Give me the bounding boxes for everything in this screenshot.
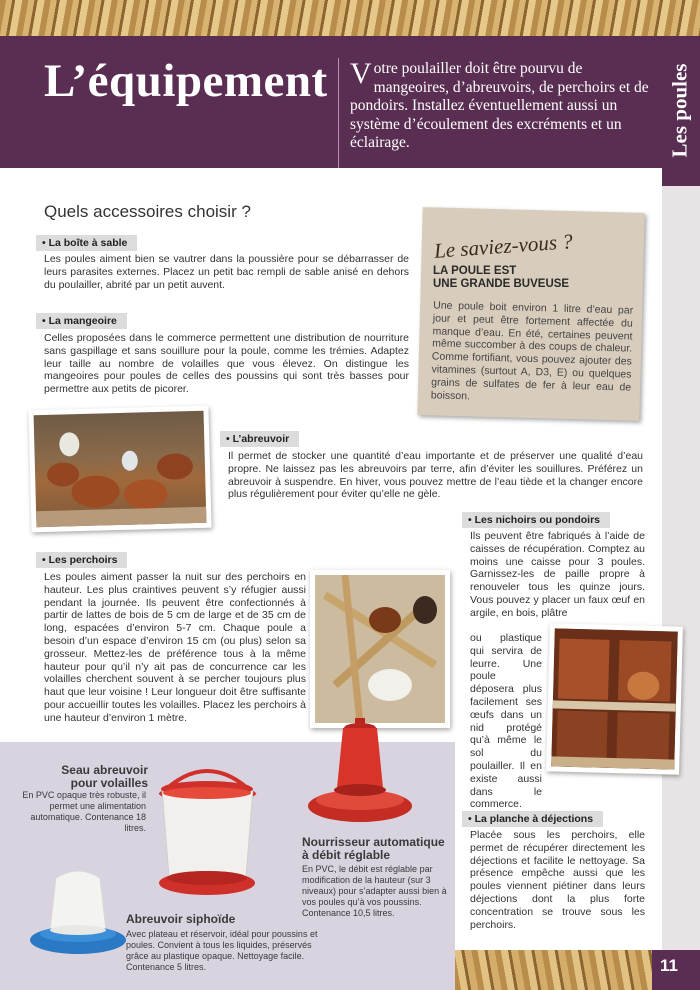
text-mangeoire: Celles proposées dans le commerce permettent une distribution de nourriture sans gaspillage et sans souillure pour la poule, comme les trémies. Adaptez leur taille au nombre de volailles que vous élevez. On distingue les mangeoires pour poules de celles des poussins qui sont très basses pour permettre aux petits de picorer.: [44, 332, 409, 396]
page-number: 11: [660, 956, 678, 975]
product-nourrisseur-text: En PVC, le débit est réglable par modification de la hauteur (sur 3 niveaux) pour s’adapter aussi bien à vos poules qu’à vos poussins. Contenance 10,5 litres.: [302, 864, 447, 918]
side-tab-label: Les poules: [667, 63, 692, 158]
product-seau-text: En PVC opaque très robuste, il permet une alimentation automatique. Contenance 18 litres.: [22, 790, 146, 833]
text-abreuvoir: Il permet de stocker une quantité d’eau importante et de préserver une qualité d’eau propre. Ne laissez pas les abreuvoirs par terre, afin d’éviter les souillures. Préférez un abreuvoir à suspendre. En hiver, vous pouvez mettre de l’eau tiède et la changer encore plus régulièrement pour éviter qu’elle ne gèle.: [228, 450, 643, 501]
text-boite-a-sable: Les poules aiment bien se vautrer dans la poussière pour se débarrasser de leurs parasites externes. Placez un petit bac rempli de sable anisé en dehors du poulailler, abrité par un petit auvent.: [44, 253, 409, 291]
label-perchoirs: • Les perchoirs: [36, 552, 127, 568]
product-siphoide-title: Abreuvoir siphoïde: [126, 912, 236, 926]
intro-body: otre poulailler doit être pourvu de mangeoires, d’abreuvoirs, de perchoirs et de pondoirs. Installez éventuellement aussi un système d’écoulement des excréments et un éclairage.: [350, 60, 649, 151]
label-mangeoire: • La mangeoire: [36, 313, 127, 329]
section-heading: Quels accessoires choisir ?: [44, 202, 251, 221]
drop-cap: V: [350, 57, 372, 90]
label-nichoirs: • Les nichoirs ou pondoirs: [462, 512, 610, 528]
product-nourrisseur-title-2: à débit réglable: [302, 848, 391, 862]
subtitle-line-1: LA POULE EST: [433, 265, 517, 277]
sidebar-strip: [662, 186, 700, 950]
label-planche: • La planche à déjections: [462, 811, 603, 827]
photo-perches: [310, 570, 450, 728]
text-nichoirs-narrow: ou plastique qui servira de leurre. Une poule déposera plus facilement ses œufs dans un nid protégé qu’à même le sol du poulailler. Il en existe aussi dans le commerce.: [470, 632, 542, 811]
label-abreuvoir: • L’abreuvoir: [220, 431, 299, 447]
did-you-know-subtitle: [433, 265, 569, 291]
header-divider: [338, 58, 339, 168]
product-siphoide-text: Avec plateau et réservoir, idéal pour poussins et poules. Convient à tous les liquides, préservés grâce au plastique opaque. Nettoyage facile. Contenance 5 litres.: [126, 929, 318, 972]
text-nichoirs-top: Ils peuvent être fabriqués à l’aide de caisses de récupération. Comptez au moins une caisse pour 3 poules. Garnissez-les de paille propre à renouveler tous les quinze jours. Vous pouvez y placer un faux œuf en argile, en bois, plâtre: [470, 530, 645, 619]
photo-nest-boxes: [546, 623, 683, 774]
photo-nest-boxes-image: [551, 628, 678, 769]
photo-perches-image: [315, 575, 445, 723]
text-perchoirs: Les poules aiment passer la nuit sur des perchoirs en hauteur. Les plus craintives peuvent s’y réfugier aussi pendant la journée. Ils peuvent être confectionnés à partir de lattes de bois de 5 cm de large et de 35 cm de long, espacées d’environ 5-7 cm. Chaque poule a besoin d’un espace d’environ 15 cm (ou plus) selon sa grosseur. Mettez-les de préférence tous à la même hauteur pour qu’il n’y ait pas de concurrence car les volailles cherchent souvent à se percher toujours plus haut que leur voisine ! Leur longueur doit être suffisante pour accueillir toutes les volailles. Placez les perchoirs à une hauteur d’environ 1 mètre.: [44, 571, 306, 724]
intro-text: [350, 57, 650, 153]
product-seau-title: [20, 764, 148, 790]
page-title: L’équipement: [44, 55, 328, 107]
product-nourrisseur-image: [305, 718, 415, 833]
product-nourrisseur-title: [302, 836, 452, 862]
photo-hens-waterer: [28, 406, 211, 533]
product-siphoide-image: [28, 868, 128, 960]
photo-hens-waterer-image: [34, 411, 207, 527]
label-boite-a-sable: • La boîte à sable: [36, 235, 137, 251]
product-seau-title-2: pour volailles: [70, 776, 148, 790]
text-planche: Placée sous les perchoirs, elle permet de récupérer directement les déjections et facilite le nettoyage. Sa présence empêche aussi que les poules viennent piétiner dans leurs déjections dont la plus forte concentration se trouve sous les perchoirs.: [470, 829, 645, 931]
product-nourrisseur-title-1: Nourrisseur automatique: [302, 835, 445, 849]
subtitle-line-2: UNE GRANDE BUVEUSE: [433, 278, 570, 290]
did-you-know-title: Le saviez-vous ?: [433, 229, 574, 263]
hens-illustration: [34, 411, 207, 527]
side-tab: [662, 36, 700, 186]
page-number-badge: [652, 950, 700, 990]
straw-banner-top: [0, 0, 700, 36]
perches-illustration: [315, 575, 445, 723]
product-seau-title-1: Seau abreuvoir: [61, 763, 148, 777]
nest-illustration: [551, 628, 678, 769]
product-seau-image: [150, 765, 265, 905]
did-you-know-text: Une poule boit environ 1 litre d’eau par jour et peut être fortement affectée du manque d’eau. En été, certaines peuvent même succomber à des coups de chaleur. Comme fortifiant, vous pouvez ajouter des vitamines (surtout A, D3, E) ou quelques grains de sulfates de fer à leur eau de boisson.: [430, 299, 634, 402]
